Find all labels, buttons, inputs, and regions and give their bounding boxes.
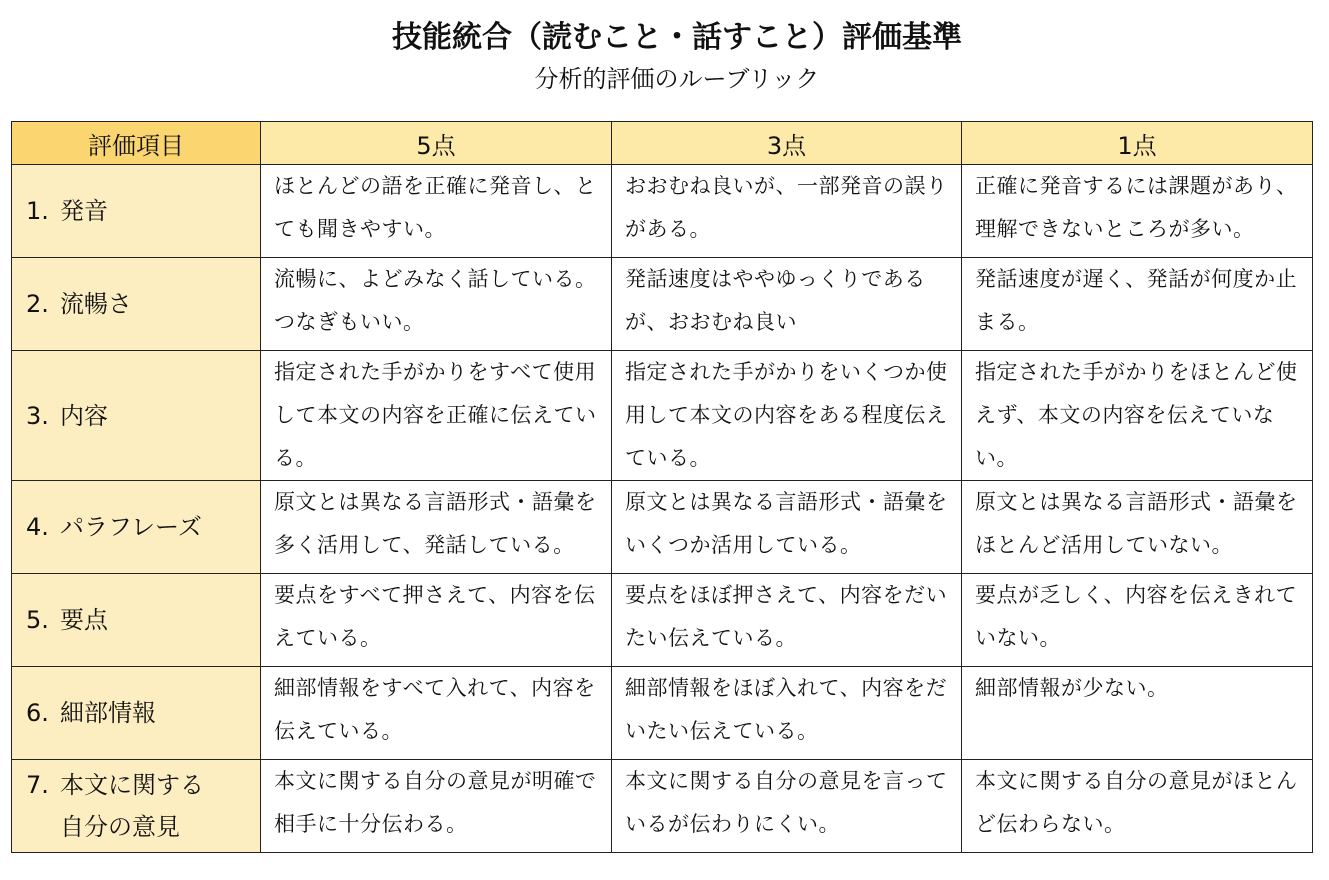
criteria-label: 本文に関する	[60, 771, 204, 799]
criteria-label: 発音	[60, 197, 108, 225]
table-row	[12, 760, 1313, 853]
criteria-label: 要点	[60, 606, 108, 634]
criteria-cell	[12, 258, 261, 351]
score-3-cell: 要点をほぼ押さえて、内容をだいたい伝えている。	[612, 574, 962, 667]
score-1-cell: 本文に関する自分の意見がほとんど伝わらない。	[962, 760, 1313, 853]
score-5-cell: ほとんどの語を正確に発音し、とても聞きやすい。	[261, 165, 612, 258]
score-3-cell: 細部情報をほぼ入れて、内容をだいたい伝えている。	[612, 667, 962, 760]
criteria-cell	[12, 481, 261, 574]
criteria-label-line2: 自分の意見	[60, 813, 180, 841]
score-1-cell: 正確に発音するには課題があり、理解できないところが多い。	[962, 165, 1313, 258]
score-5-cell: 流暢に、よどみなく話している。つなぎもいい。	[261, 258, 612, 351]
criteria-cell	[12, 667, 261, 760]
header-row	[12, 122, 1313, 165]
header-score-3: 3点	[612, 122, 962, 165]
table-row	[12, 574, 1313, 667]
table-row	[12, 481, 1313, 574]
score-5-cell: 要点をすべて押さえて、内容を伝えている。	[261, 574, 612, 667]
criteria-label: 流暢さ	[60, 290, 132, 318]
criteria-number: 2.	[26, 290, 49, 318]
score-5-cell: 原文とは異なる言語形式・語彙を多く活用して、発話している。	[261, 481, 612, 574]
score-3-cell: 指定された手がかりをいくつか使用して本文の内容をある程度伝えている。	[612, 351, 962, 481]
criteria-cell	[12, 760, 261, 853]
score-1-cell: 原文とは異なる言語形式・語彙をほとんど活用していない。	[962, 481, 1313, 574]
score-1-cell: 細部情報が少ない。	[962, 667, 1313, 760]
table-row	[12, 351, 1313, 481]
score-5-cell: 細部情報をすべて入れて、内容を伝えている。	[261, 667, 612, 760]
score-3-cell: 原文とは異なる言語形式・語彙をいくつか活用している。	[612, 481, 962, 574]
page-title: 技能統合（読むこと・話すこと）評価基準	[392, 20, 962, 55]
score-3-cell: 本文に関する自分の意見を言っているが伝わりにくい。	[612, 760, 962, 853]
criteria-number: 4.	[26, 513, 49, 541]
criteria-label: 細部情報	[60, 699, 156, 727]
table-row	[12, 667, 1313, 760]
criteria-number: 3.	[26, 401, 49, 430]
criteria-label: 内容	[60, 401, 108, 430]
rubric-table	[11, 121, 1313, 853]
score-3-cell: 発話速度はややゆっくりであるが、おおむね良い	[612, 258, 962, 351]
criteria-cell	[12, 351, 261, 481]
score-1-cell: 要点が乏しく、内容を伝えきれていない。	[962, 574, 1313, 667]
table-row	[12, 258, 1313, 351]
score-5-cell: 指定された手がかりをすべて使用して本文の内容を正確に伝えている。	[261, 351, 612, 481]
criteria-number: 1.	[26, 197, 49, 225]
score-5-cell: 本文に関する自分の意見が明確で相手に十分伝わる。	[261, 760, 612, 853]
criteria-cell	[12, 574, 261, 667]
header-criteria: 評価項目	[12, 122, 261, 165]
header-score-5: 5点	[261, 122, 612, 165]
score-3-cell: おおむね良いが、一部発音の誤りがある。	[612, 165, 962, 258]
criteria-number: 5.	[26, 606, 49, 634]
criteria-cell	[12, 165, 261, 258]
criteria-number: 7.	[26, 771, 49, 799]
criteria-label: パラフレーズ	[60, 513, 202, 541]
table-row	[12, 165, 1313, 258]
criteria-number: 6.	[26, 699, 49, 727]
score-1-cell: 発話速度が遅く、発話が何度か止まる。	[962, 258, 1313, 351]
score-1-cell: 指定された手がかりをほとんど使えず、本文の内容を伝えていない。	[962, 351, 1313, 481]
header-score-1: 1点	[962, 122, 1313, 165]
page-subtitle: 分析的評価のルーブリック	[534, 65, 820, 93]
